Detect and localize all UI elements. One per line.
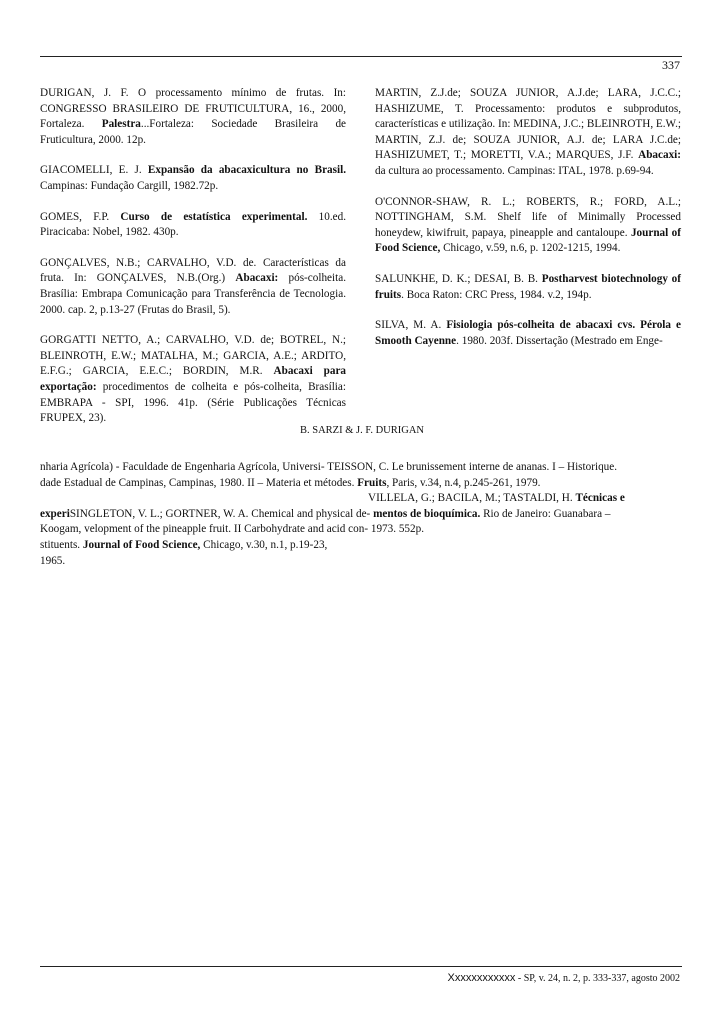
- reference-entry: GOMES, F.P. Curso de estatística experimental. 10.ed. Piracicaba: Nobel, 1982. 430p.: [40, 210, 346, 239]
- reference-entry: SILVA, M. A. Fisiologia pós-colheita de abacaxi cvs. Pérola e Smooth Cayenne. 1980. 203f. Dissertação (Mestrado em Enge-: [375, 319, 681, 347]
- running-header: B. SARZI & J. F. DURIGAN: [299, 425, 424, 436]
- footer-citation: Xxxxxxxxxxxx - SP, v. 24, n. 2, p. 333-337, agosto 2002: [447, 972, 680, 984]
- left-column: [40, 86, 346, 442]
- bottom-rule: [40, 966, 682, 967]
- reference-entry: DURIGAN, J. F. O processamento mínimo de frutas. In: CONGRESSO BRASILEIRO DE FRUTICULTURA, 16., 2000, Fortaleza. Palestra...Fortaleza: Sociedade Brasileira de Fruticultura, 2000. 12p.: [40, 87, 347, 146]
- top-rule: [40, 56, 682, 57]
- reference-entry: MARTIN, Z.J.de; SOUZA JUNIOR, A.J.de; LARA, J.C.C.; HASHIZUME, T. Processamento: produtos e subprodutos, características e utilização. In: MEDINA, J.C.; BLEINROTH, E.W.; MARTIN, Z.J. de; SOUZA JUNIOR, A.J. de; LARA J.C.de; HASHIZUMET, T.; MORETTI, V.A.; MARQUES, J.F. Abacaxi: da cultura ao processamento. Campinas: ITAL, 1978. p.69-94.: [375, 87, 681, 177]
- right-column: [375, 86, 681, 364]
- text-line: Koogam, velopment of the pineapple fruit. II Carbohydrate and acid con- 1973. 552p.: [40, 523, 424, 536]
- page-number: 337: [662, 58, 680, 72]
- text-line: 1965.: [40, 554, 66, 567]
- journal-name-mask: Xxxxxxxxxxxx: [447, 972, 516, 984]
- text-line: nharia Agrícola) - Faculdade de Engenharia Agrícola, Universi- TEISSON, C. Le brunissement interne de ananas. I – Historique.: [40, 461, 618, 473]
- text-line: dade Estadual de Campinas, Campinas, 1980. II – Materia et métodes. Fruits, Paris, v.34, n.4, p.245-261, 1979.: [40, 476, 541, 489]
- text-line: stituents. Journal of Food Science, Chicago, v.30, n.1, p.19-23,: [40, 538, 328, 551]
- overflow-references: [40, 460, 682, 569]
- text-line: experiSINGLETON, V. L.; GORTNER, W. A. Chemical and physical de- mentos de bioquímica. Rio de Janeiro: Guanabara –: [40, 507, 611, 520]
- reference-entry: GIACOMELLI, E. J. Expansão da abacaxicultura no Brasil. Campinas: Fundação Cargill, 1982.72p.: [40, 164, 346, 192]
- reference-entry: O'CONNOR-SHAW, R. L.; ROBERTS, R.; FORD, A.L.; NOTTINGHAM, S.M. Shelf life of Minimally Processed honeydew, kiwifruit, papaya, pineapple and cantaloupe. Journal of Food Science, Chicago, v.59, n.6, p. 1202-1215, 1994.: [375, 195, 681, 255]
- text-line: VILLELA, G.; BACILA, M.; TASTALDI, H. Técnicas e: [368, 492, 625, 505]
- reference-entry: GORGATTI NETTO, A.; CARVALHO, V.D. de; BOTREL, N.; BLEINROTH, E.W.; MATALHA, M.; GARCIA, A.E.; ARDITO, E.F.G.; GARCIA, E.E.C.; BORDIN, M.R. Abacaxi para exportação: procedimentos de colheita e pós-colheita, Brasília: EMBRAPA - SPI, 1996. 41p. (Série Publicações Técnicas FRUPEX, 23).: [40, 334, 346, 425]
- reference-entry: GONÇALVES, N.B.; CARVALHO, V.D. de. Características da fruta. In: GONÇALVES, N.B.(Org.) Abacaxi: pós-colheita. Brasília: Embrapa Comunicação para Transferência de Tecnologia. 2000. cap. 2, p.13-27 (Frutas do Brasil, 5).: [40, 256, 346, 316]
- reference-entry: SALUNKHE, D. K.; DESAI, B. B. Postharvest biotechnology of fruits. Boca Raton: CRC Press, 1984. v.2, 194p.: [375, 272, 681, 301]
